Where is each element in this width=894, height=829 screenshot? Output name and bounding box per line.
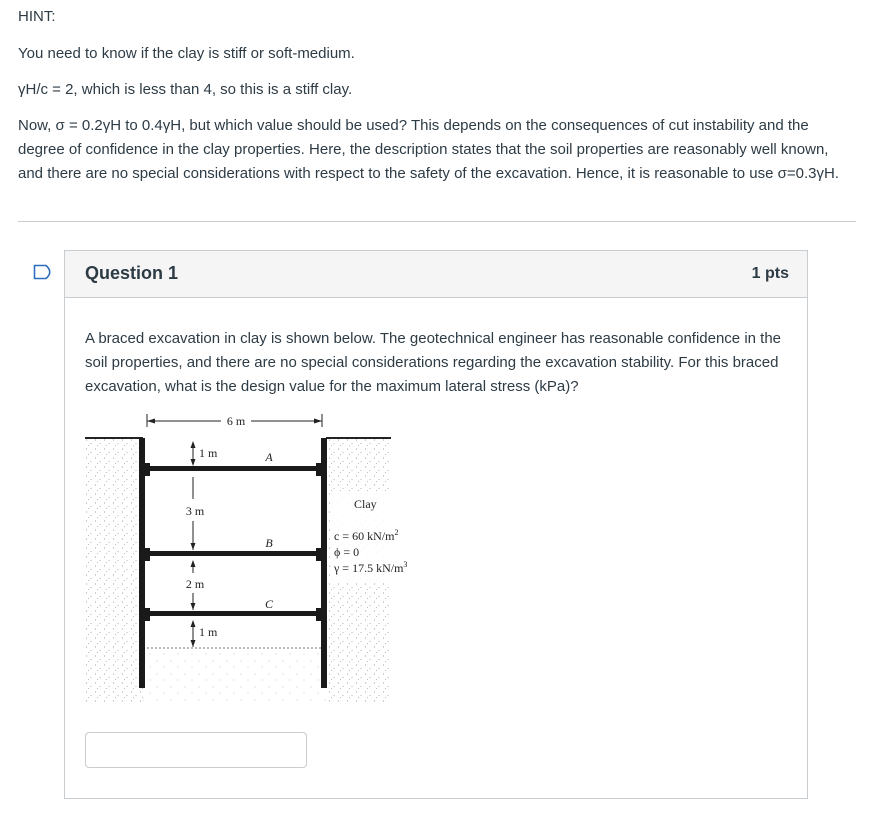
dim-label-2m: 2 m <box>185 577 205 591</box>
dim-label-1m-bottom: 1 m <box>199 625 218 639</box>
width-dim-arrow-left <box>147 419 155 424</box>
strut-a-label: A <box>265 450 273 464</box>
strut-b-label: B <box>265 536 273 550</box>
depth-dim-arrow-1b <box>191 459 196 466</box>
soil-prop-gamma-text: γ = 17.5 kN/m <box>334 561 404 575</box>
strut-a <box>150 466 316 471</box>
depth-dim-arrow-2b <box>191 543 196 550</box>
question-title: Question 1 <box>85 263 179 283</box>
answer-input[interactable] <box>85 732 307 768</box>
soil-prop-gamma-exponent: 3 <box>403 560 408 569</box>
sheet-pile-right <box>321 438 327 688</box>
soil-label: Clay <box>354 497 377 511</box>
wale-a-left <box>145 463 150 476</box>
wale-a-right <box>316 463 321 476</box>
flag-question-icon[interactable] <box>33 264 55 280</box>
question-points: 1 pts <box>751 265 789 282</box>
question-header <box>65 251 807 298</box>
soil-prop-phi: ϕ = 0 <box>334 545 360 559</box>
hint-label: HINT: <box>18 8 56 25</box>
depth-dim-arrow-3a <box>191 560 196 567</box>
strut-c <box>150 611 316 616</box>
question-text: A braced excavation in clay is shown below. The geotechnical engineer has reasonable confidence in the soil properties, and there are no special considerations regarding the excavation stability. For this braced excavation, what is the design value for the maximum lateral stress (kPa)? <box>85 330 782 395</box>
soil-prop-gamma <box>333 560 407 575</box>
hint-paragraph-3: Now, σ = 0.2γH to 0.4γH, but which value should be used? This depends on the consequences of cut instability and the degree of confidence in the clay properties. Here, the description states that the soil properties are reasonably well known, and there are no special considerations with respect to the safety of the excavation. Hence, it is reasonable to use σ=0.3γH. <box>18 117 839 182</box>
strut-b <box>150 551 316 556</box>
soil-prop-c <box>334 528 398 543</box>
wale-c-left <box>145 608 150 621</box>
wale-b-left <box>145 548 150 561</box>
depth-dim-arrow-3b <box>191 603 196 610</box>
soil-left <box>85 438 143 703</box>
width-dim-label: 6 m <box>226 414 246 428</box>
sheet-pile-left <box>139 438 145 688</box>
dim-label-1m-top: 1 m <box>199 446 218 460</box>
wale-c-right <box>316 608 321 621</box>
wale-b-right <box>316 548 321 561</box>
strut-c-label: C <box>264 597 274 611</box>
hint-paragraph-1: You need to know if the clay is stiff or soft-medium. <box>18 45 355 62</box>
depth-dim-arrow-1a <box>191 441 196 448</box>
depth-dim-arrow-4a <box>191 620 196 627</box>
depth-dim-arrow-4b <box>191 640 196 647</box>
question-card <box>64 250 808 799</box>
braced-excavation-figure <box>85 411 430 706</box>
soil-prop-c-exponent: 2 <box>394 528 399 537</box>
hint-paragraph-2: γH/c = 2, which is less than 4, so this is a stiff clay. <box>18 81 353 98</box>
soil-base <box>143 648 326 703</box>
width-dim-arrow-right <box>314 419 322 424</box>
soil-prop-c-text: c = 60 kN/m <box>334 529 395 543</box>
dim-label-3m: 3 m <box>185 504 205 518</box>
section-divider <box>18 221 856 222</box>
